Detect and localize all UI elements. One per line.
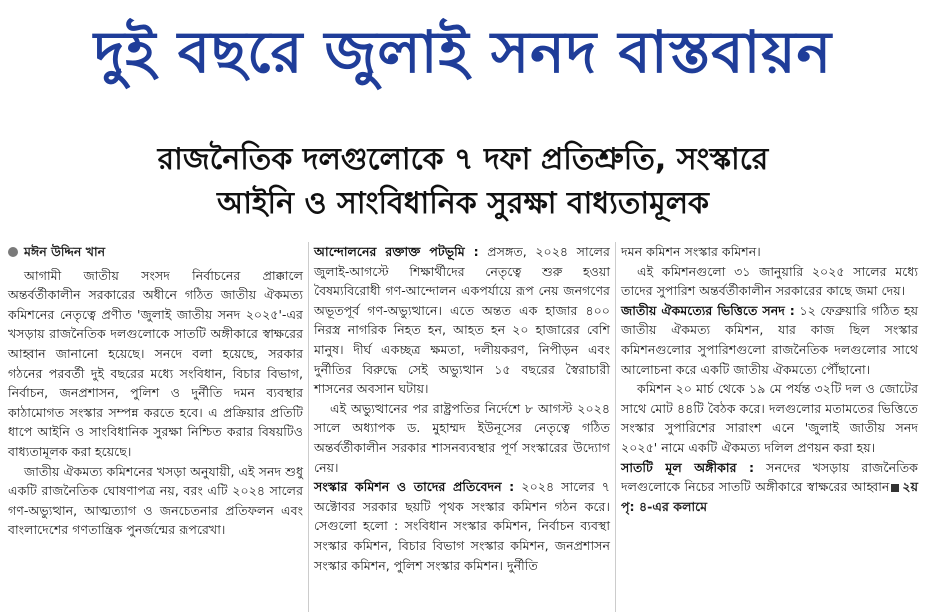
article-column-3 (621, 242, 918, 516)
subheadline (0, 138, 926, 226)
byline (8, 242, 303, 262)
section-heading: আন্দোলনের রক্তাক্ত পটভূমি : (314, 244, 479, 259)
subheadline-line-2: আইনি ও সাংবিধানিক সুরক্ষা বাধ্যতামূলক (216, 186, 710, 221)
continued-jump-link[interactable]: ২য় পৃ: ৪-এর কলামে (621, 479, 918, 514)
section-text: প্রসঙ্গত, ২০২৪ সালের জুলাই-আগস্টে শিক্ষার্থীদের নেতৃত্বে শুরু হওয়া বৈষম্যবিরোধী গণ-আন্দোলন একপর্যায়ে রূপ নেয় জনগণের অভূতপূর্ব গণ-অভ্যুত্থানে। এতে অন্তত এক হাজার ৪০০ নিরস্ত্র নাগরিক নিহত হন, আহত হন ২০ হাজারের বেশি মানুষ। দীর্ঘ একচ্ছত্র ক্ষমতা, দলীয়করণ, নিপীড়ন এবং দুর্নীতির বিরুদ্ধে সেই অভ্যুত্থান ১৫ বছরের স্বৈরাচারী শাসনের অবসান ঘটায়। (314, 244, 610, 397)
headline: দুই বছরে জুলাই সনদ বাস্তবায়ন (93, 18, 833, 86)
paragraph (621, 301, 918, 379)
paragraph (621, 458, 918, 517)
paragraph: এই কমিশনগুলো ৩১ জানুয়ারি ২০২৫ সালের মধ্যে তাদের সুপারিশ অন্তর্বর্তীকালীন সরকারের কাছে জমা দেয়। (621, 263, 918, 299)
section-heading: সাতটি মূল অঙ্গীকার : (621, 459, 755, 475)
byline-author: মঈন উদ্দিন খান (24, 244, 106, 259)
article-column-1 (8, 242, 303, 540)
section-text: ২০২৪ সালের ৭ অক্টোবর সরকার ছয়টি পৃথক সংস্কার কমিশন গঠন করে। সেগুলো হলো : সংবিধান সংস্কার কমিশন, নির্বাচন ব্যবস্থা সংস্কার কমিশন, বিচার বিভাগ সংস্কার কমিশন, জনপ্রশাসন সংস্কার কমিশন, পুলিশ সংস্কার কমিশন। দুর্নীতি (314, 479, 610, 573)
section-heading: জাতীয় ঐকমত্যের ভিত্তিতে সনদ : (621, 302, 795, 318)
section-heading: সংস্কার কমিশন ও তাদের প্রতিবেদন : (314, 479, 515, 495)
byline-bullet-icon (8, 247, 18, 257)
column-divider (308, 242, 309, 612)
paragraph: দমন কমিশন সংস্কার কমিশন। (621, 244, 761, 259)
subheadline-line-1: রাজনৈতিক দলগুলোকে ৭ দফা প্রতিশ্রুতি, সংস্কারে (157, 142, 769, 177)
column-divider (615, 242, 616, 612)
paragraph (314, 242, 610, 399)
section-text: সনদের খসড়ায় রাজনৈতিক দলগুলোকে নিচের সাতটি অঙ্গীকারে স্বাক্ষরের আহ্বান (621, 459, 918, 495)
paragraph: কমিশন ২০ মার্চ থেকে ১৯ মে পর্যন্ত ৩২টি দল ও জোটের সাথে মোট ৪৪টি বৈঠক করে। দলগুলোর মতামতের ভিত্তিতে সংস্কার সুপারিশের সারাংশ এনে 'জুলাই জাতীয় সনদ ২০২৫' নামে একটি ঐকমত্য দলিল প্রণয়ন করা হয়। (621, 381, 918, 455)
paragraph: আগামী জাতীয় সংসদ নির্বাচনের প্রাক্কালে অন্তর্বর্তীকালীন সরকারের অধীনে গঠিত জাতীয় ঐকমত্য কমিশনের নেতৃত্বে প্রণীত 'জুলাই জাতীয় সনদ ২০২৫'-এর খসড়ায় রাজনৈতিক দলগুলোকে সাতটি অঙ্গীকারে স্বাক্ষরের আহ্বান জানানো হয়েছে। সনদে বলা হয়েছে, সরকার গঠনের পরবর্তী দুই বছরের মধ্যে সংবিধান, বিচার বিভাগ, নির্বাচন, জনপ্রশাসন, পুলিশ ও দুর্নীতি দমন ব্যবস্থার কাঠামোগত সংস্কার সম্পন্ন করতে হবে। এ প্রক্রিয়ার প্রতিটি ধাপে আইনি ও সাংবিধানিক সুরক্ষা নিশ্চিত করার বিষয়টিও বাধ্যতামূলক করা হয়েছে। (8, 267, 303, 459)
article-column-2 (314, 242, 610, 575)
section-text: ১২ ফেব্রুয়ারি গঠিত হয় জাতীয় ঐকমত্য কমিশন, যার কাজ ছিল সংস্কার কমিশনগুলোর সুপারিশগুলো রাজনৈতিক দলগুলোর সাথে আলোচনা করে একটি জাতীয় ঐকমত্যে পৌঁছানো। (621, 302, 918, 377)
jump-square-icon (891, 484, 899, 492)
paragraph: এই অভ্যুত্থানের পর রাষ্ট্রপতির নির্দেশে ৮ আগস্ট ২০২৪ সালে অধ্যাপক ড. মুহাম্মদ ইউনূসের নেতৃত্বে গঠিত অন্তর্বর্তীকালীন সরকার শাসনব্যবস্থার পূর্ণ সংস্কারের উদ্যোগ নেয়। (314, 400, 610, 475)
paragraph (314, 477, 610, 575)
paragraph: জাতীয় ঐকমত্য কমিশনের খসড়া অনুযায়ী, এই সনদ শুধু একটি রাজনৈতিক ঘোষণাপত্র নয়, বরং এটি ২০২৪ সালের গণ-অভ্যুত্থান, আত্মত্যাগ ও জনচেতনার প্রতিফলন এবং বাংলাদেশের গণতান্ত্রিক পুনর্জন্মের রূপরেখা। (8, 463, 303, 538)
